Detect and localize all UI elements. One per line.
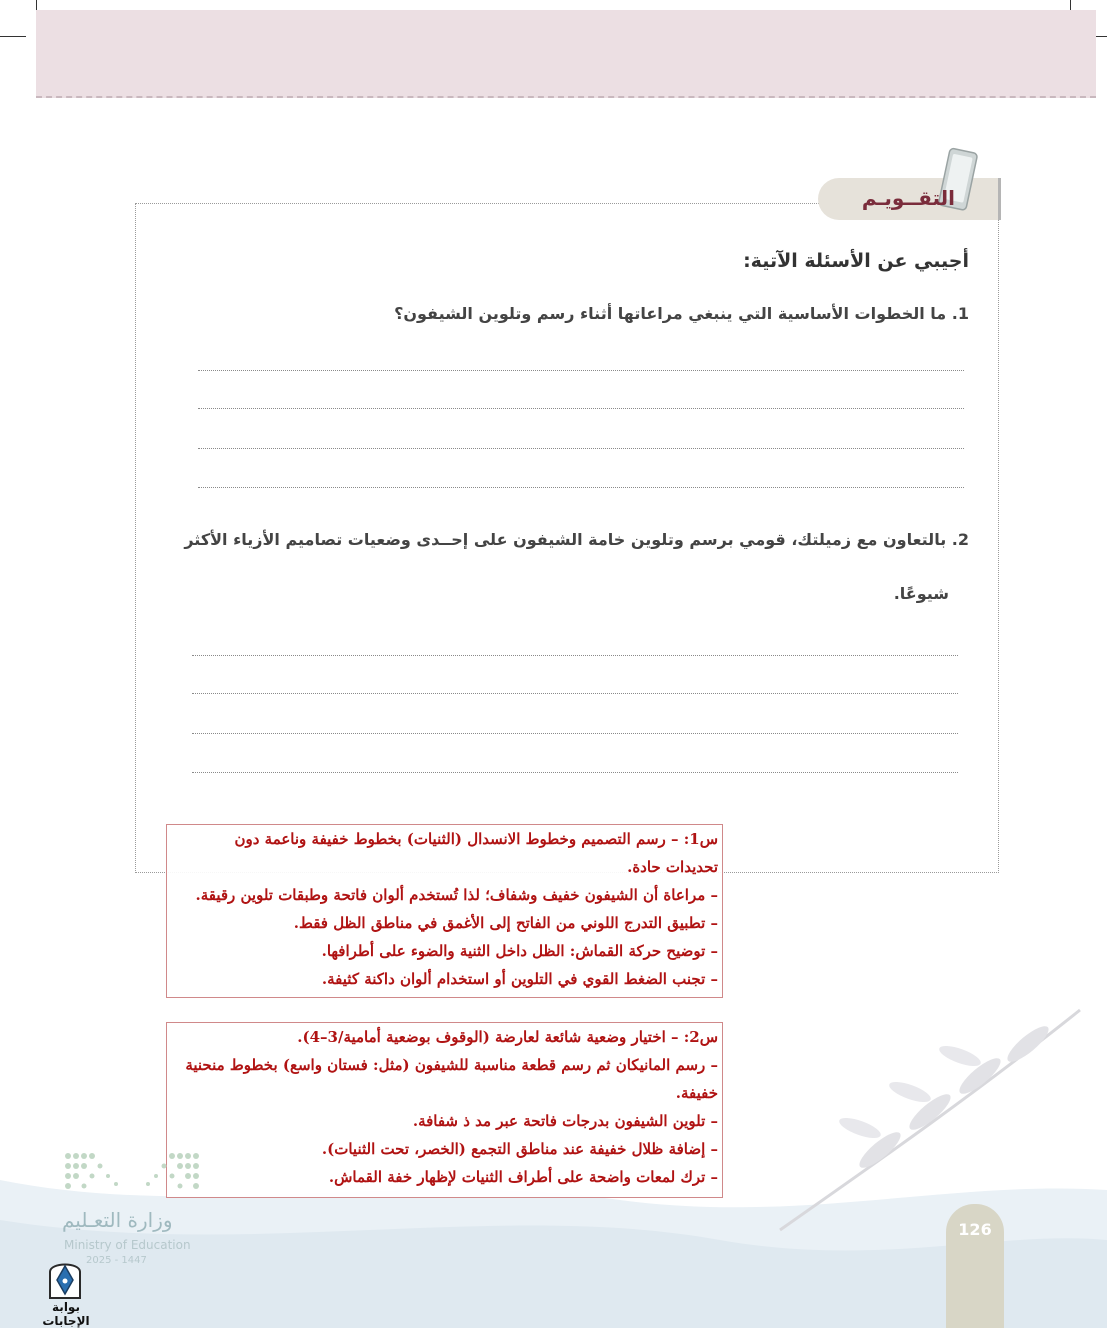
answer-line bbox=[198, 408, 964, 409]
answer-1-line: س1: – رسم التصميم وخطوط الانسدال (الثنيات) بخطوط خفيفة وناعمة دون bbox=[234, 830, 718, 848]
ministry-year: 2025 - 1447 bbox=[86, 1255, 147, 1266]
header-band bbox=[36, 10, 1096, 98]
answer-2-line: س2: – اختيار وضعية شائعة لعارضة (الوقوف بوضعية أمامية/3–4). bbox=[297, 1028, 718, 1046]
answer-1-line: – مراعاة أن الشيفون خفيف وشفاف؛ لذا تُستخدم ألوان فاتحة وطبقات تلوين رقيقة. bbox=[195, 886, 718, 904]
crop-mark bbox=[0, 36, 26, 37]
evaluation-title: التقــويـم bbox=[861, 186, 955, 210]
ministry-name-ar: وزارة التعـليم bbox=[62, 1208, 173, 1232]
answer-2-line: خفيفة. bbox=[675, 1084, 718, 1102]
answer-line bbox=[192, 693, 958, 694]
answer-line bbox=[198, 487, 964, 488]
ministry-logo-icon bbox=[62, 1150, 202, 1198]
answer-2-line: – رسم المانيكان ثم رسم قطعة مناسبة للشيفون (مثل: فستان واسع) بخطوط منحنية bbox=[185, 1056, 718, 1074]
answer-2-box bbox=[166, 1022, 723, 1198]
answer-1-line: – تطبيق التدرج اللوني من الفاتح إلى الأغمق في مناطق الظل فقط. bbox=[293, 914, 718, 932]
ministry-name-en: Ministry of Education bbox=[64, 1238, 191, 1252]
answer-line bbox=[198, 370, 964, 371]
answer-line bbox=[192, 733, 958, 734]
answer-line bbox=[192, 772, 958, 773]
answer-line bbox=[192, 655, 958, 656]
pen-nib-icon bbox=[44, 1256, 86, 1300]
question-2: 2. بالتعاون مع زميلتك، قومي برسم وتلوين خامة الشيفون على إحــدى وضعيات تصاميم الأزياء الأكثر bbox=[184, 530, 969, 549]
answer-2-line: – إضافة ظلال خفيفة عند مناطق التجمع (الخصر، تحت الثنيات). bbox=[321, 1140, 718, 1158]
answer-line bbox=[198, 448, 964, 449]
answer-2-line: – تلوين الشيفون بدرجات فاتحة عبر مد ذ شفافة. bbox=[412, 1112, 718, 1130]
page-number: 126 bbox=[958, 1220, 992, 1239]
portal-label: بوابة الإجابات bbox=[42, 1300, 90, 1328]
answer-1-box bbox=[166, 824, 723, 998]
question-1: 1. ما الخطوات الأساسية التي ينبغي مراعاتها أثناء رسم وتلوين الشيفون؟ bbox=[394, 304, 969, 323]
answer-1-line: – تجنب الضغط القوي في التلوين أو استخدام ألوان داكنة كثيفة. bbox=[321, 970, 718, 988]
answer-1-line: – توضيح حركة القماش: الظل داخل الثنية والضوء على أطرافها. bbox=[321, 942, 718, 960]
instruction-text: أجيبي عن الأسئلة الآتية: bbox=[743, 250, 969, 272]
branch-decoration-icon bbox=[760, 1000, 1100, 1240]
answer-1-line: تحديدات حادة. bbox=[627, 858, 718, 876]
answer-2-line: – ترك لمعات واضحة على أطراف الثنيات لإظهار خفة القماش. bbox=[328, 1168, 718, 1186]
question-2-continuation: شيوعًا. bbox=[893, 584, 949, 603]
